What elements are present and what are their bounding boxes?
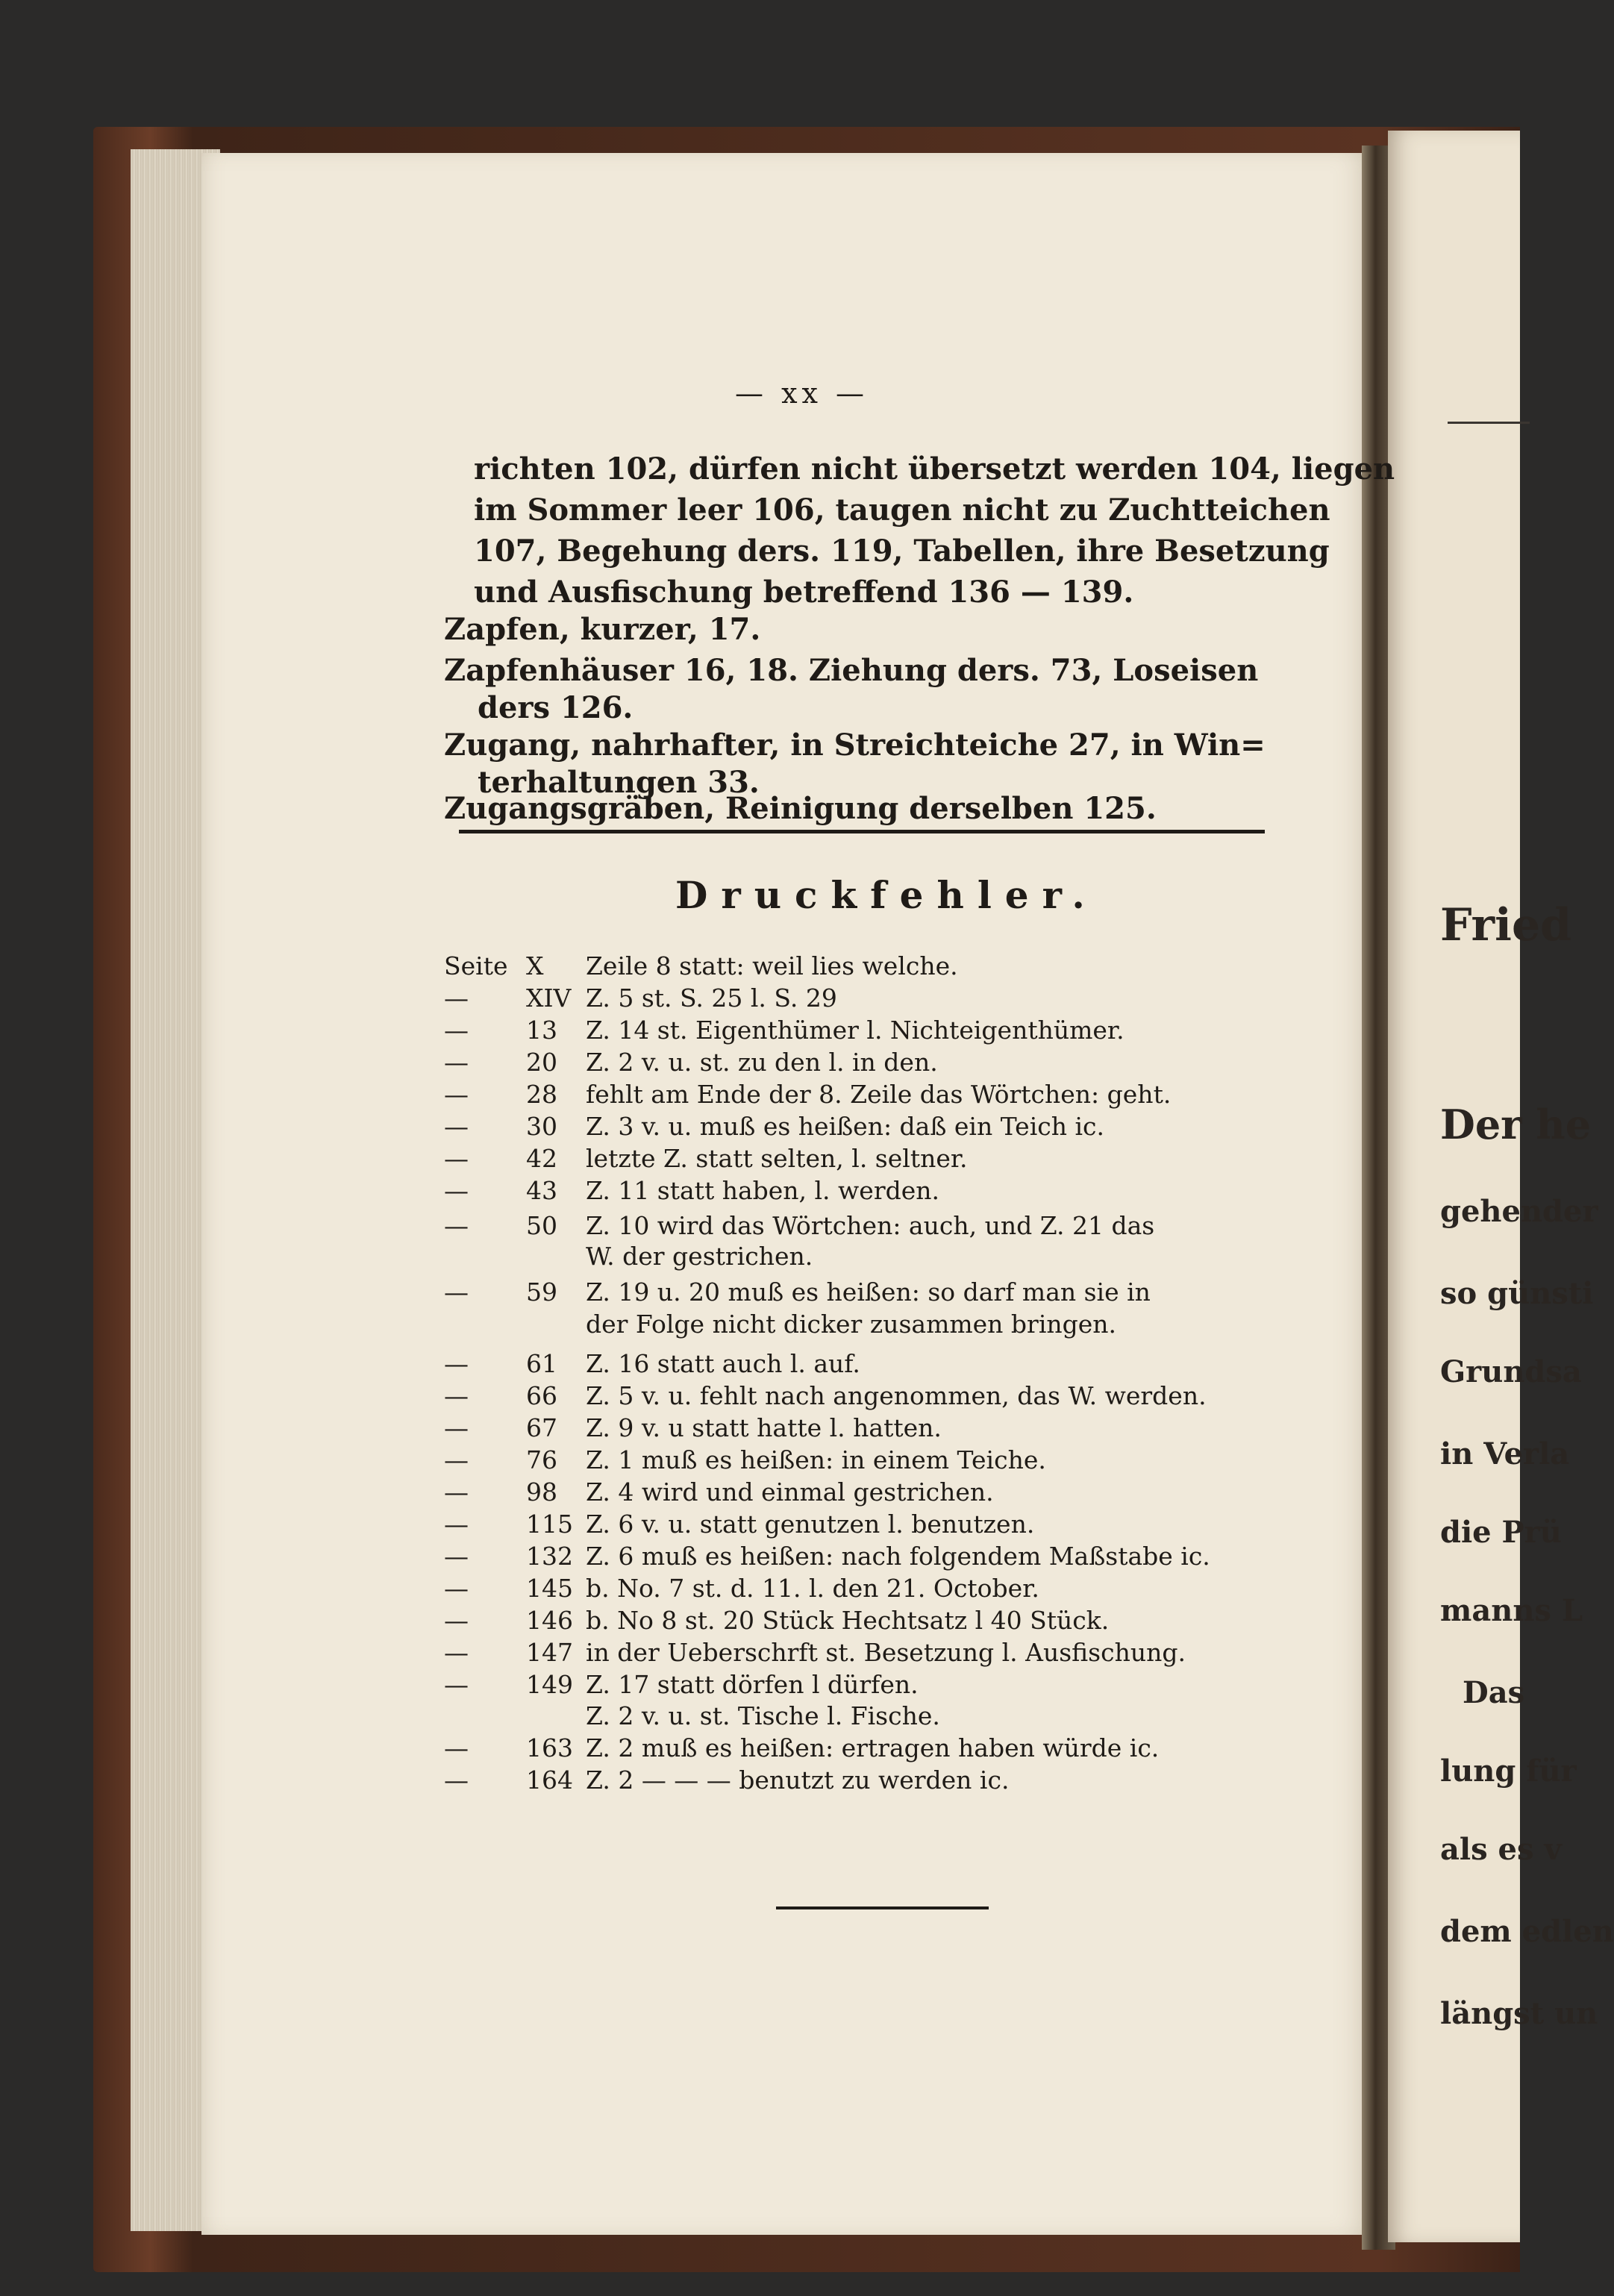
errata-row (444, 1242, 813, 1271)
errata-heading: Druckfehler. (675, 873, 1098, 917)
index-line: ders 126. (478, 690, 634, 725)
errata-page-number: 163 (526, 1733, 573, 1762)
errata-page-number: 20 (526, 1048, 557, 1077)
facing-page (1388, 131, 1614, 2242)
errata-dash: — (444, 1510, 469, 1539)
errata-text: Z. 14 st. Eigenthümer l. Nichteigenthümer. (586, 1016, 1125, 1045)
errata-dash: Seite (444, 951, 508, 980)
errata-text: Z. 1 muß es heißen: in einem Teiche. (586, 1445, 1046, 1474)
errata-row (444, 1144, 968, 1173)
errata-text: Z. 5 v. u. fehlt nach angenommen, das W. werden. (586, 1381, 1207, 1410)
errata-dash: — (444, 1016, 469, 1045)
errata-dash: — (444, 1638, 469, 1667)
errata-page-number: 145 (526, 1574, 573, 1603)
errata-page-number: XIV (526, 983, 572, 1013)
errata-page-number: 66 (526, 1381, 557, 1410)
errata-text: Z. 16 statt auch l. auf. (586, 1349, 860, 1378)
errata-row (444, 1477, 994, 1507)
errata-text: Z. 2 muß es heißen: ertragen haben würde ic. (586, 1733, 1160, 1762)
errata-page-number: 67 (526, 1413, 557, 1442)
errata-row (444, 983, 837, 1013)
facing-page-line: Fried (1440, 899, 1572, 951)
facing-page-line: manns L (1440, 1593, 1583, 1628)
errata-dash: — (444, 1211, 469, 1240)
errata-page-number: 146 (526, 1606, 573, 1635)
errata-text: Z. 9 v. u statt hatte l. hatten. (586, 1413, 942, 1442)
errata-page-number: 149 (526, 1670, 573, 1699)
errata-dash: — (444, 1176, 469, 1205)
facing-page-line: gehender (1440, 1194, 1598, 1229)
errata-dash: — (444, 1413, 469, 1442)
facing-page-line: die Prü (1440, 1515, 1562, 1550)
errata-row (444, 951, 958, 980)
end-rule (776, 1906, 989, 1909)
errata-page-number: 50 (526, 1211, 557, 1240)
errata-page-number: 30 (526, 1112, 557, 1141)
errata-row (444, 1606, 1109, 1635)
errata-dash: — (444, 1765, 469, 1795)
index-line: und Ausfischung betreffend 136 — 139. (474, 575, 1134, 610)
errata-row (444, 1310, 1116, 1339)
facing-page-line: als es v (1440, 1832, 1562, 1867)
errata-page-number: 43 (526, 1176, 557, 1205)
errata-dash: — (444, 983, 469, 1013)
index-line: Zapfenhäuser 16, 18. Ziehung ders. 73, Loseisen (444, 653, 1259, 688)
facing-page-line: Grundsa (1440, 1354, 1582, 1389)
errata-dash: — (444, 1445, 469, 1474)
errata-text: Z. 6 muß es heißen: nach folgendem Maßstabe ic. (586, 1542, 1210, 1571)
errata-row (444, 1381, 1207, 1410)
errata-row (444, 1016, 1125, 1045)
errata-row (444, 1211, 1154, 1240)
index-line: terhaltungen 33. (478, 765, 760, 800)
index-line: im Sommer leer 106, taugen nicht zu Zuchtteichen (474, 492, 1330, 528)
errata-text: Z. 4 wird und einmal gestrichen. (586, 1477, 994, 1507)
errata-text: in der Ueberschrft st. Besetzung l. Ausfischung. (586, 1638, 1186, 1667)
errata-row (444, 1765, 1009, 1795)
errata-text: Z. 10 wird das Wörtchen: auch, und Z. 21 das (586, 1211, 1155, 1240)
errata-text: der Folge nicht dicker zusammen bringen. (586, 1310, 1117, 1339)
page-header: — xx — (735, 377, 869, 410)
errata-dash: — (444, 1670, 469, 1699)
errata-dash: — (444, 1048, 469, 1077)
errata-dash: — (444, 1277, 469, 1307)
errata-page-number: X (526, 951, 544, 980)
errata-page-number: 98 (526, 1477, 557, 1507)
errata-row (444, 1574, 1039, 1603)
errata-row (444, 1080, 1171, 1109)
errata-page-number: 28 (526, 1080, 557, 1109)
index-line: richten 102, dürfen nicht übersetzt werden 104, liegen (474, 451, 1395, 487)
facing-page-line: in Verla (1440, 1436, 1570, 1471)
errata-text: fehlt am Ende der 8. Zeile das Wörtchen: geht. (586, 1080, 1172, 1109)
errata-dash: — (444, 1477, 469, 1507)
errata-dash: — (444, 1349, 469, 1378)
errata-page-number: 132 (526, 1542, 573, 1571)
errata-page-number: 147 (526, 1638, 573, 1667)
errata-page-number: 59 (526, 1277, 557, 1307)
errata-text: Z. 3 v. u. muß es heißen: daß ein Teich ic. (586, 1112, 1104, 1141)
index-line: 107, Begehung ders. 119, Tabellen, ihre Besetzung (474, 534, 1330, 569)
errata-row (444, 1445, 1046, 1474)
errata-text: Z. 5 st. S. 25 l. S. 29 (586, 983, 837, 1013)
errata-text: b. No 8 st. 20 Stück Hechtsatz l 40 Stück. (586, 1606, 1110, 1635)
errata-text: Z. 6 v. u. statt genutzen l. benutzen. (586, 1510, 1035, 1539)
index-line: Zugang, nahrhafter, in Streichteiche 27, in Win= (444, 728, 1266, 763)
errata-text: Z. 19 u. 20 muß es heißen: so darf man sie in (586, 1277, 1151, 1307)
errata-text: b. No. 7 st. d. 11. l. den 21. October. (586, 1574, 1039, 1603)
errata-dash: — (444, 1542, 469, 1571)
errata-text: Z. 2 v. u. st. zu den l. in den. (586, 1048, 938, 1077)
errata-row (444, 1048, 938, 1077)
errata-text: Z. 2 — — — benutzt zu werden ic. (586, 1765, 1010, 1795)
errata-page-number: 13 (526, 1016, 557, 1045)
errata-page-number: 164 (526, 1765, 573, 1795)
errata-page-number: 115 (526, 1510, 573, 1539)
errata-row (444, 1701, 940, 1730)
index-line: Zapfen, kurzer, 17. (444, 612, 761, 647)
errata-row (444, 1510, 1034, 1539)
errata-row (444, 1349, 860, 1378)
facing-page-line: Der he (1440, 1101, 1592, 1148)
facing-page-line: dem edlen (1440, 1914, 1614, 1949)
errata-page-number: 61 (526, 1349, 557, 1378)
errata-row (444, 1670, 919, 1699)
errata-text: W. der gestrichen. (586, 1242, 813, 1271)
errata-row (444, 1176, 939, 1205)
errata-row (444, 1413, 942, 1442)
errata-row (444, 1277, 1151, 1307)
errata-text: Z. 2 v. u. st. Tische l. Fische. (586, 1701, 940, 1730)
facing-page-line: Das (1463, 1675, 1525, 1710)
facing-page-line: so günsti (1440, 1276, 1594, 1311)
facing-page-line: längst un (1440, 1996, 1598, 2031)
errata-page-number: 76 (526, 1445, 557, 1474)
errata-dash: — (444, 1574, 469, 1603)
errata-row (444, 1733, 1159, 1762)
errata-dash: — (444, 1080, 469, 1109)
facing-page-rule (1448, 422, 1530, 424)
errata-text: Zeile 8 statt: weil lies welche. (586, 951, 958, 980)
errata-dash: — (444, 1112, 469, 1141)
errata-row (444, 1542, 1210, 1571)
section-rule (459, 830, 1265, 833)
errata-text: Z. 17 statt dörfen l dürfen. (586, 1670, 919, 1699)
errata-row (444, 1112, 1104, 1141)
facing-page-line: lung für (1440, 1754, 1577, 1789)
index-line: Zugangsgräben, Reinigung derselben 125. (444, 791, 1157, 826)
errata-text: letzte Z. statt selten, l. seltner. (586, 1144, 968, 1173)
errata-dash: — (444, 1144, 469, 1173)
errata-row (444, 1638, 1186, 1667)
errata-page-number: 42 (526, 1144, 557, 1173)
errata-dash: — (444, 1381, 469, 1410)
errata-text: Z. 11 statt haben, l. werden. (586, 1176, 939, 1205)
errata-dash: — (444, 1606, 469, 1635)
errata-dash: — (444, 1733, 469, 1762)
